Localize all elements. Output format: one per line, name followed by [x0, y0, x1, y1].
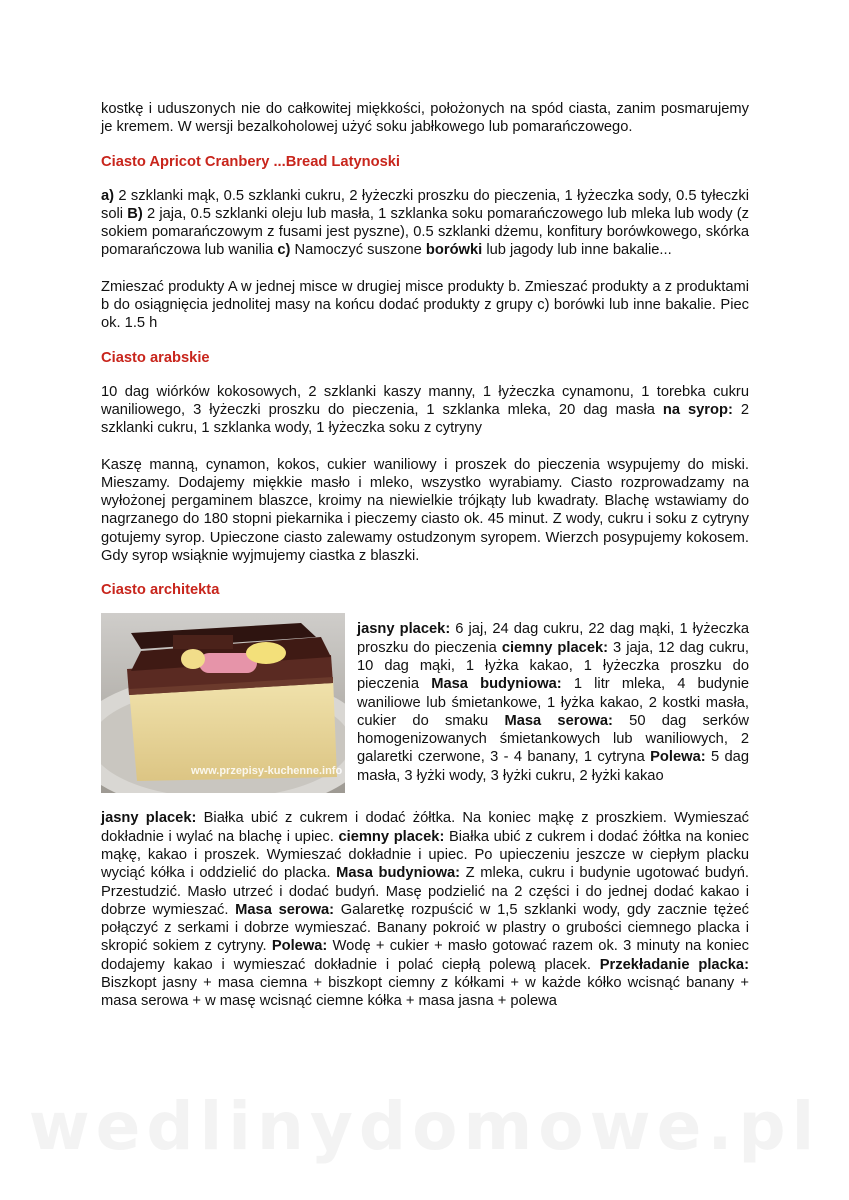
- method-label-4: Masa serowa:: [235, 901, 335, 918]
- syrup-text: 2 szklanki cukru, 1 szklanka wody, 1 łyżeczka soku z cytryny: [101, 401, 750, 437]
- arabskie-ingredients: [101, 383, 749, 438]
- architekta-ingredients: [357, 613, 749, 793]
- label-b: B): [127, 205, 143, 222]
- ing-label-4: Masa serowa:: [504, 712, 613, 729]
- method-label-2: ciemny placek:: [338, 828, 445, 845]
- method-label-6: Przekładanie placka:: [599, 956, 749, 973]
- photo-watermark: www.przepisy-kuchenne.info: [191, 765, 343, 778]
- method-label-5: Polewa:: [271, 938, 328, 955]
- label-c: c): [277, 242, 291, 259]
- method-label-1: jasny placek:: [101, 810, 197, 827]
- text-c-tail: lub jagody lub inne bakalie...: [482, 242, 672, 259]
- section-title-apricot: Ciasto Apricot Cranbery ...Bread Latynoski: [101, 153, 400, 170]
- apricot-method: Zmieszać produkty A w jednej misce w drugiej misce produkty b. Zmieszać produkty a z produktami b do osiągnięcia jednolitej masy na końcu dodać produkty z grupy c) borówki lub inne bakalie. Piec ok. 1.5 h: [101, 278, 749, 332]
- section-title-architekta: Ciasto architekta: [101, 582, 220, 599]
- intro-paragraph: kostkę i uduszonych nie do całkowitej miękkości, położonych na spód ciasta, zanim posmarujemy je kremem. W wersji bezalkoholowej użyć soku jabłkowego lub pomarańczowego.: [101, 101, 749, 136]
- ing-label-5: Polewa:: [650, 749, 706, 766]
- text-b: 2 jaja, 0.5 szklanki oleju lub masła, 1 szklanka soku pomarańczowego lub mleka lub wody (z sokiem pomarańczowym z fusami jest pyszne), 0.5 szklanki dżemu, konfitury borówkowego, skórka pomarańczowa lub wanilia: [101, 205, 750, 259]
- section-title-arabskie: Ciasto arabskie: [101, 349, 210, 366]
- syrup-label: na syrop:: [662, 401, 733, 418]
- ing-text-5: 5 dag masła, 3 łyżki wody, 3 łyżki cukru, 2 łyżki kakao: [357, 749, 750, 784]
- ing-label-1: jasny placek:: [357, 621, 451, 638]
- architekta-method: [101, 809, 749, 1010]
- ing-text-1: 6 jaj, 24 dag cukru, 22 dag mąki, 1 łyżeczka proszku do pieczenia: [357, 621, 749, 656]
- method-text-3: Z mleka, cukru i budynie ugotować budyń. Przestudzić. Masło utrzeć i dodać budyń. Masę podzielić na 2 części i do jednej dodać kakao i dobrze wymieszać.: [101, 865, 749, 918]
- arabskie-method: Kaszę manną, cynamon, kokos, cukier waniliowy i proszek do pieczenia wsypujemy do miski. Mieszamy. Dodajemy miękkie masło i mleko, wszystko wyrabiamy. Ciasto rozprowadzamy na wyłożonej pergaminem blaszce, kroimy na niewielkie trójkąty lub kwadraty. Blachę wstawiamy do nagrzanego do 180 stopni piekarnika i pieczemy ciasto ok. 45 minut. Z wody, cukru i soku z cytryny gotujemy syrop. Upieczone ciasto zalewamy ostudzonym syropem. Wierzch posypujemy kokosem. Gdy syrop wsiąknie wyjmujemy ciastka z blaszki.: [101, 456, 749, 565]
- bold-borowki: borówki: [425, 242, 483, 259]
- method-text-5: Wodę + cukier + masło gotować razem ok. 3 minuty na koniec dodajemy kakao i wymieszać dokładnie i polać ciepłą polewą placek.: [101, 938, 749, 973]
- method-text-2: Białka ubić z cukrem i dodać żółtka na koniec mąkę, kakao i proszek. Wymieszać dokładnie i upiec. Po upieczeniu jeszcze w ciepłym placku wyciąć kółka i oddzielić do placka.: [101, 828, 750, 882]
- ing-text-3: 1 litr mleka, 4 budynie waniliowe lub śmietankowe, 1 łyżka kakao, 2 kostki masła, cukier do smaku: [357, 676, 749, 729]
- ing-label-2: ciemny placek:: [501, 639, 609, 656]
- cake-photo: [101, 613, 345, 793]
- ing-text-4: 50 dag serków homogenizowanych śmietankowych lub waniliowych, 2 galaretki czerwone, 3 - 4 banany, 1 cytryna: [357, 712, 749, 766]
- method-label-3: Masa budyniowa:: [336, 865, 461, 882]
- architekta-figure-row: [101, 613, 749, 793]
- method-text-1: Białka ubić z cukrem i dodać żółtka. Na koniec mąkę z proszkiem. Wymieszać dokładnie i wylać na blachę i upiec.: [101, 810, 749, 845]
- method-text-4: Galaretkę rozpuścić w 1,5 szklanki wody, gdy zacznie tężeć połączyć z serkami i dobrze wymieszać. Banany pokroić w plastry o grubości ciemnego placka i skropić sokiem z cytryny.: [101, 901, 749, 955]
- site-watermark: wedlinydomowe.pl: [28, 1088, 821, 1165]
- ing-label-3: Masa budyniowa:: [431, 676, 562, 693]
- apricot-ingredients: [101, 187, 749, 260]
- method-text-6: Biszkopt jasny + masa ciemna + biszkopt ciemny z kółkami + w każde kółko wcisnąć banany + masa serowa + w masę wcisnąć ciemne kółka + masa jasna + polewa: [101, 975, 749, 1010]
- text-a: 2 szklanki mąk, 0.5 szklanki cukru, 2 łyżeczki proszku do pieczenia, 1 łyżeczka sody, 0.5 tyłeczki soli: [101, 187, 749, 222]
- document-page: [101, 100, 749, 1011]
- text-c: Namoczyć suszone: [290, 242, 426, 259]
- ing-text-2: 3 jaja, 12 dag cukru, 10 dag mąki, 1 łyżka kakao, 1 łyżeczka proszku do pieczenia: [357, 639, 749, 693]
- label-a: a): [101, 187, 115, 204]
- arabskie-ingredients-text: 10 dag wiórków kokosowych, 2 szklanki kaszy manny, 1 łyżeczka cynamonu, 1 torebka cukru waniliowego, 3 łyżeczki proszku do pieczenia, 1 szklanka mleka, 20 dag masła: [101, 383, 749, 418]
